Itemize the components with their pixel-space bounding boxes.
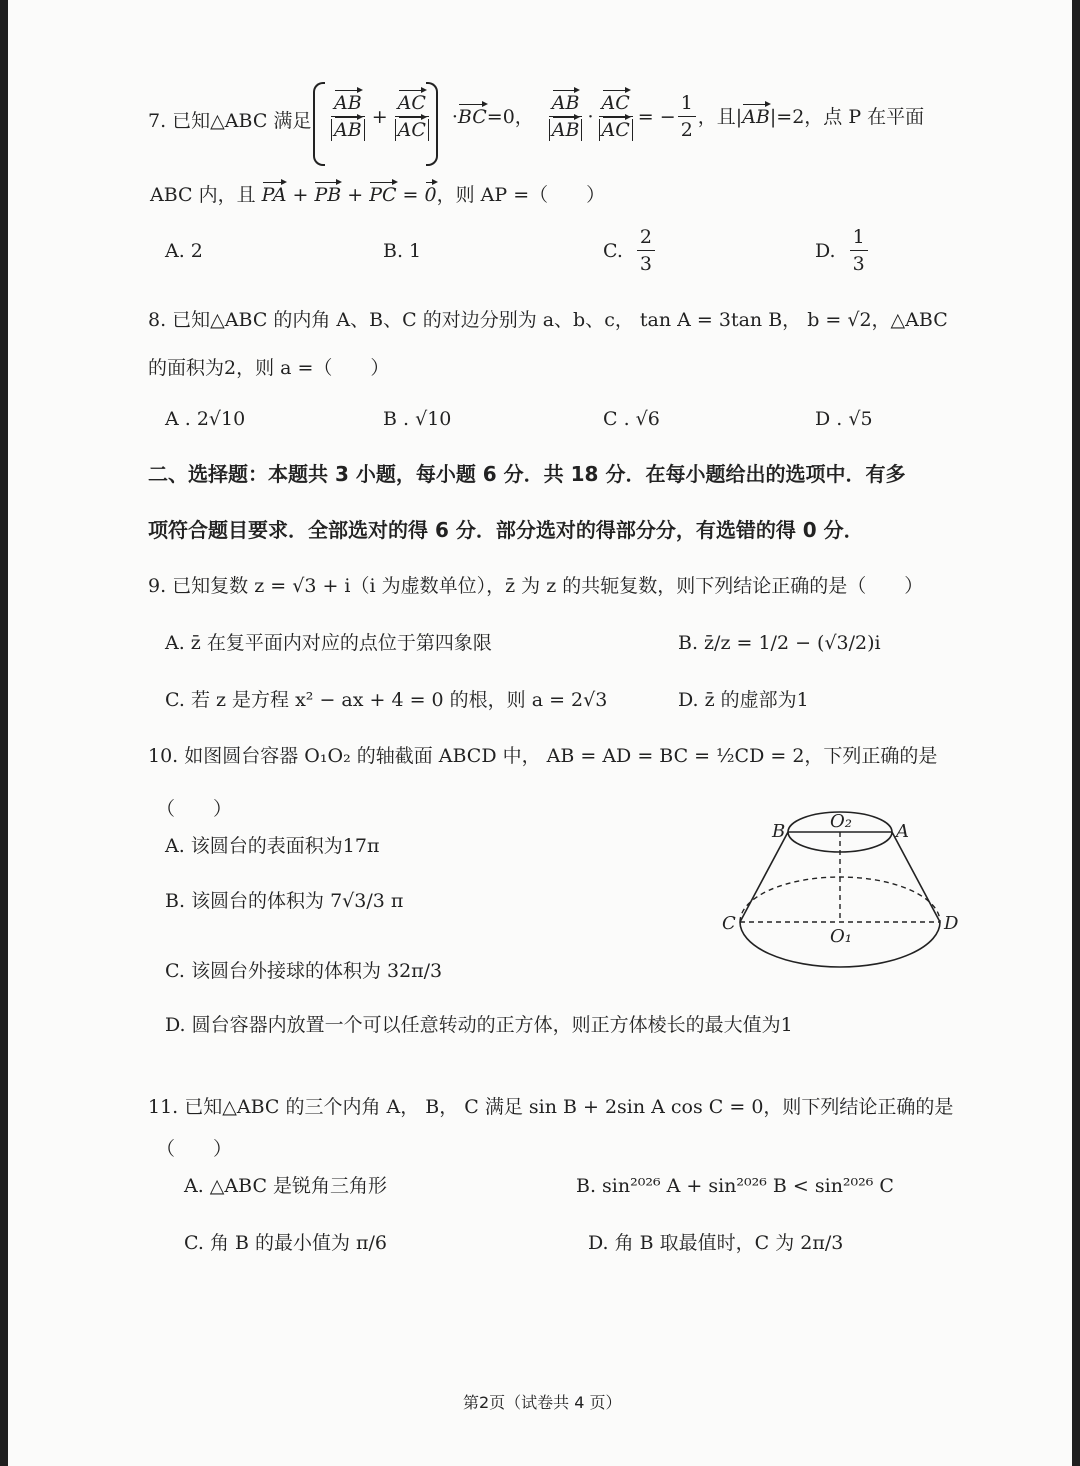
label-a: A: [896, 821, 909, 842]
q7-option-c: [603, 224, 657, 277]
label-o1: O₁: [830, 926, 852, 947]
q9-option-c: C. 若 z 是方程 x² − ax + 4 = 0 的根，则 a = 2√3: [165, 689, 608, 711]
q7-option-d-frac: [850, 224, 868, 277]
q7-option-c-label: C.: [603, 239, 623, 262]
vector-ab-2-norm: AB: [551, 119, 580, 141]
q7-tail2: |=2，点 P 在平面: [769, 105, 925, 128]
vector-ac-2-norm: AC: [601, 119, 630, 141]
q7-prefix: 7. 已知△ABC 满足: [148, 110, 312, 132]
vector-pb: PB: [314, 184, 342, 206]
q11-paren: （ ）: [156, 1138, 233, 1160]
q10-paren: （ ）: [156, 798, 233, 820]
label-c: C: [722, 913, 736, 934]
q10-option-d: D. 圆台容器内放置一个可以任意转动的正方体，则正方体棱长的最大值为1: [165, 1014, 793, 1036]
q7-c-den: 3: [639, 253, 652, 275]
q10-option-c: C. 该圆台外接球的体积为 32π/3: [165, 960, 443, 982]
label-o2: O₂: [830, 811, 852, 832]
q7-option-b: B. 1: [383, 240, 422, 262]
q7-line2a: ABC 内，且: [150, 184, 256, 206]
vector-ac: AC: [397, 92, 426, 114]
q8-option-d: D . √5: [815, 408, 873, 430]
section2-line2: 项符合题目要求．全部选对的得 6 分．部分选对的得部分分，有选错的得 0 分．: [148, 518, 864, 542]
q9-option-d: D. z̄ 的虚部为1: [678, 689, 809, 711]
q7-d-den: 3: [852, 253, 865, 275]
fraction-ac-2: [596, 90, 636, 143]
q10-option-b: B. 该圆台的体积为 7√3/3 π: [165, 890, 404, 912]
q8-option-b: B . √10: [383, 408, 452, 430]
q8-line1: 8. 已知△ABC 的内角 A、B、C 的对边分别为 a、b、c， tan A = 3tan B， b = √2，△ABC: [148, 309, 948, 331]
q7-equals-zero: =0，: [486, 105, 534, 128]
left-parenthesis: [313, 82, 325, 166]
vector-pc: PC: [369, 184, 397, 206]
q11-option-c: C. 角 B 的最小值为 π/6: [184, 1232, 387, 1254]
page-footer: 第2页（试卷共 4 页）: [463, 1393, 622, 1412]
q11-option-a: A. △ABC 是锐角三角形: [184, 1175, 388, 1197]
q9-option-a: A. z̄ 在复平面内对应的点位于第四象限: [165, 632, 492, 654]
fraction-ab: [328, 90, 368, 143]
label-d: D: [944, 913, 959, 934]
frustum-diagram: [720, 805, 980, 975]
half-den: 2: [680, 119, 693, 141]
half-num: 1: [678, 90, 696, 117]
vector-ac-2: AC: [601, 92, 630, 114]
q7-vector-expression: $\frac{AB}{AB}$ + $\frac{AC}{AC}$ · BC =0， $\frac{AB}{AB}$ · $\frac{AC}{AC}$ = − $\frac{1}{2}$ ，且| AB |=2，点 P 在平面: [326, 90, 924, 143]
exam-page: [8, 0, 1072, 1466]
q7-line1: [148, 108, 311, 134]
q7-option-c-frac: [637, 224, 655, 277]
q7-line2b: ，则 AP =（ ）: [436, 184, 606, 206]
q9-option-b: B. z̄/z = 1/2 − (√3/2)i: [678, 632, 881, 654]
vector-bc: BC: [457, 105, 487, 128]
q7-option-d-label: D.: [815, 239, 836, 262]
q7-line2: ABC 内，且 PA + PB + PC = 0，则 AP =（ ）: [150, 184, 606, 206]
q11-option-d: D. 角 B 取最值时，C 为 2π/3: [588, 1232, 844, 1254]
q11-option-b: B. sin²⁰²⁶ A + sin²⁰²⁶ B < sin²⁰²⁶ C: [576, 1175, 894, 1197]
slant-ad: [892, 832, 940, 922]
fraction-ab-2: [546, 90, 586, 143]
q8-line2: 的面积为2，则 a =（ ）: [148, 357, 390, 379]
q8-option-a: A . 2√10: [165, 408, 246, 430]
q9-stem: 9. 已知复数 z = √3 + i（i 为虚数单位），z̄ 为 z 的共轭复数，则下列结论正确的是（ ）: [148, 575, 924, 597]
q7-d-num: 1: [850, 224, 868, 251]
fraction-ac: [392, 90, 432, 143]
vector-ab-2: AB: [551, 92, 580, 114]
fraction-half: [678, 90, 696, 143]
vector-ac-norm: AC: [397, 119, 426, 141]
q10-stem: 10. 如图圆台容器 O₁O₂ 的轴截面 ABCD 中， AB = AD = BC = ½CD = 2，下列正确的是: [148, 745, 938, 767]
vector-ab: AB: [334, 92, 362, 114]
vector-pa: PA: [261, 184, 287, 206]
q7-option-a: A. 2: [165, 240, 203, 262]
q10-option-a: A. 该圆台的表面积为17π: [165, 835, 380, 857]
vector-ab-norm: AB: [334, 119, 362, 141]
q7-equals-minus: = −: [637, 105, 676, 128]
label-b: B: [772, 821, 786, 842]
q7-option-d: [815, 224, 870, 277]
q8-option-c: C . √6: [603, 408, 660, 430]
section2-line1: 二、选择题：本题共 3 小题，每小题 6 分．共 18 分．在每小题给出的选项中．有多: [148, 462, 906, 486]
q7-c-num: 2: [637, 224, 655, 251]
q7-tail1: ，且|: [697, 105, 743, 128]
zero-vector: 0: [424, 184, 437, 206]
slant-bc: [740, 832, 788, 922]
q11-stem: 11. 已知△ABC 的三个内角 A， B， C 满足 sin B + 2sin A cos C = 0，则下列结论正确的是: [148, 1096, 954, 1118]
vector-ab-3: AB: [742, 105, 770, 128]
